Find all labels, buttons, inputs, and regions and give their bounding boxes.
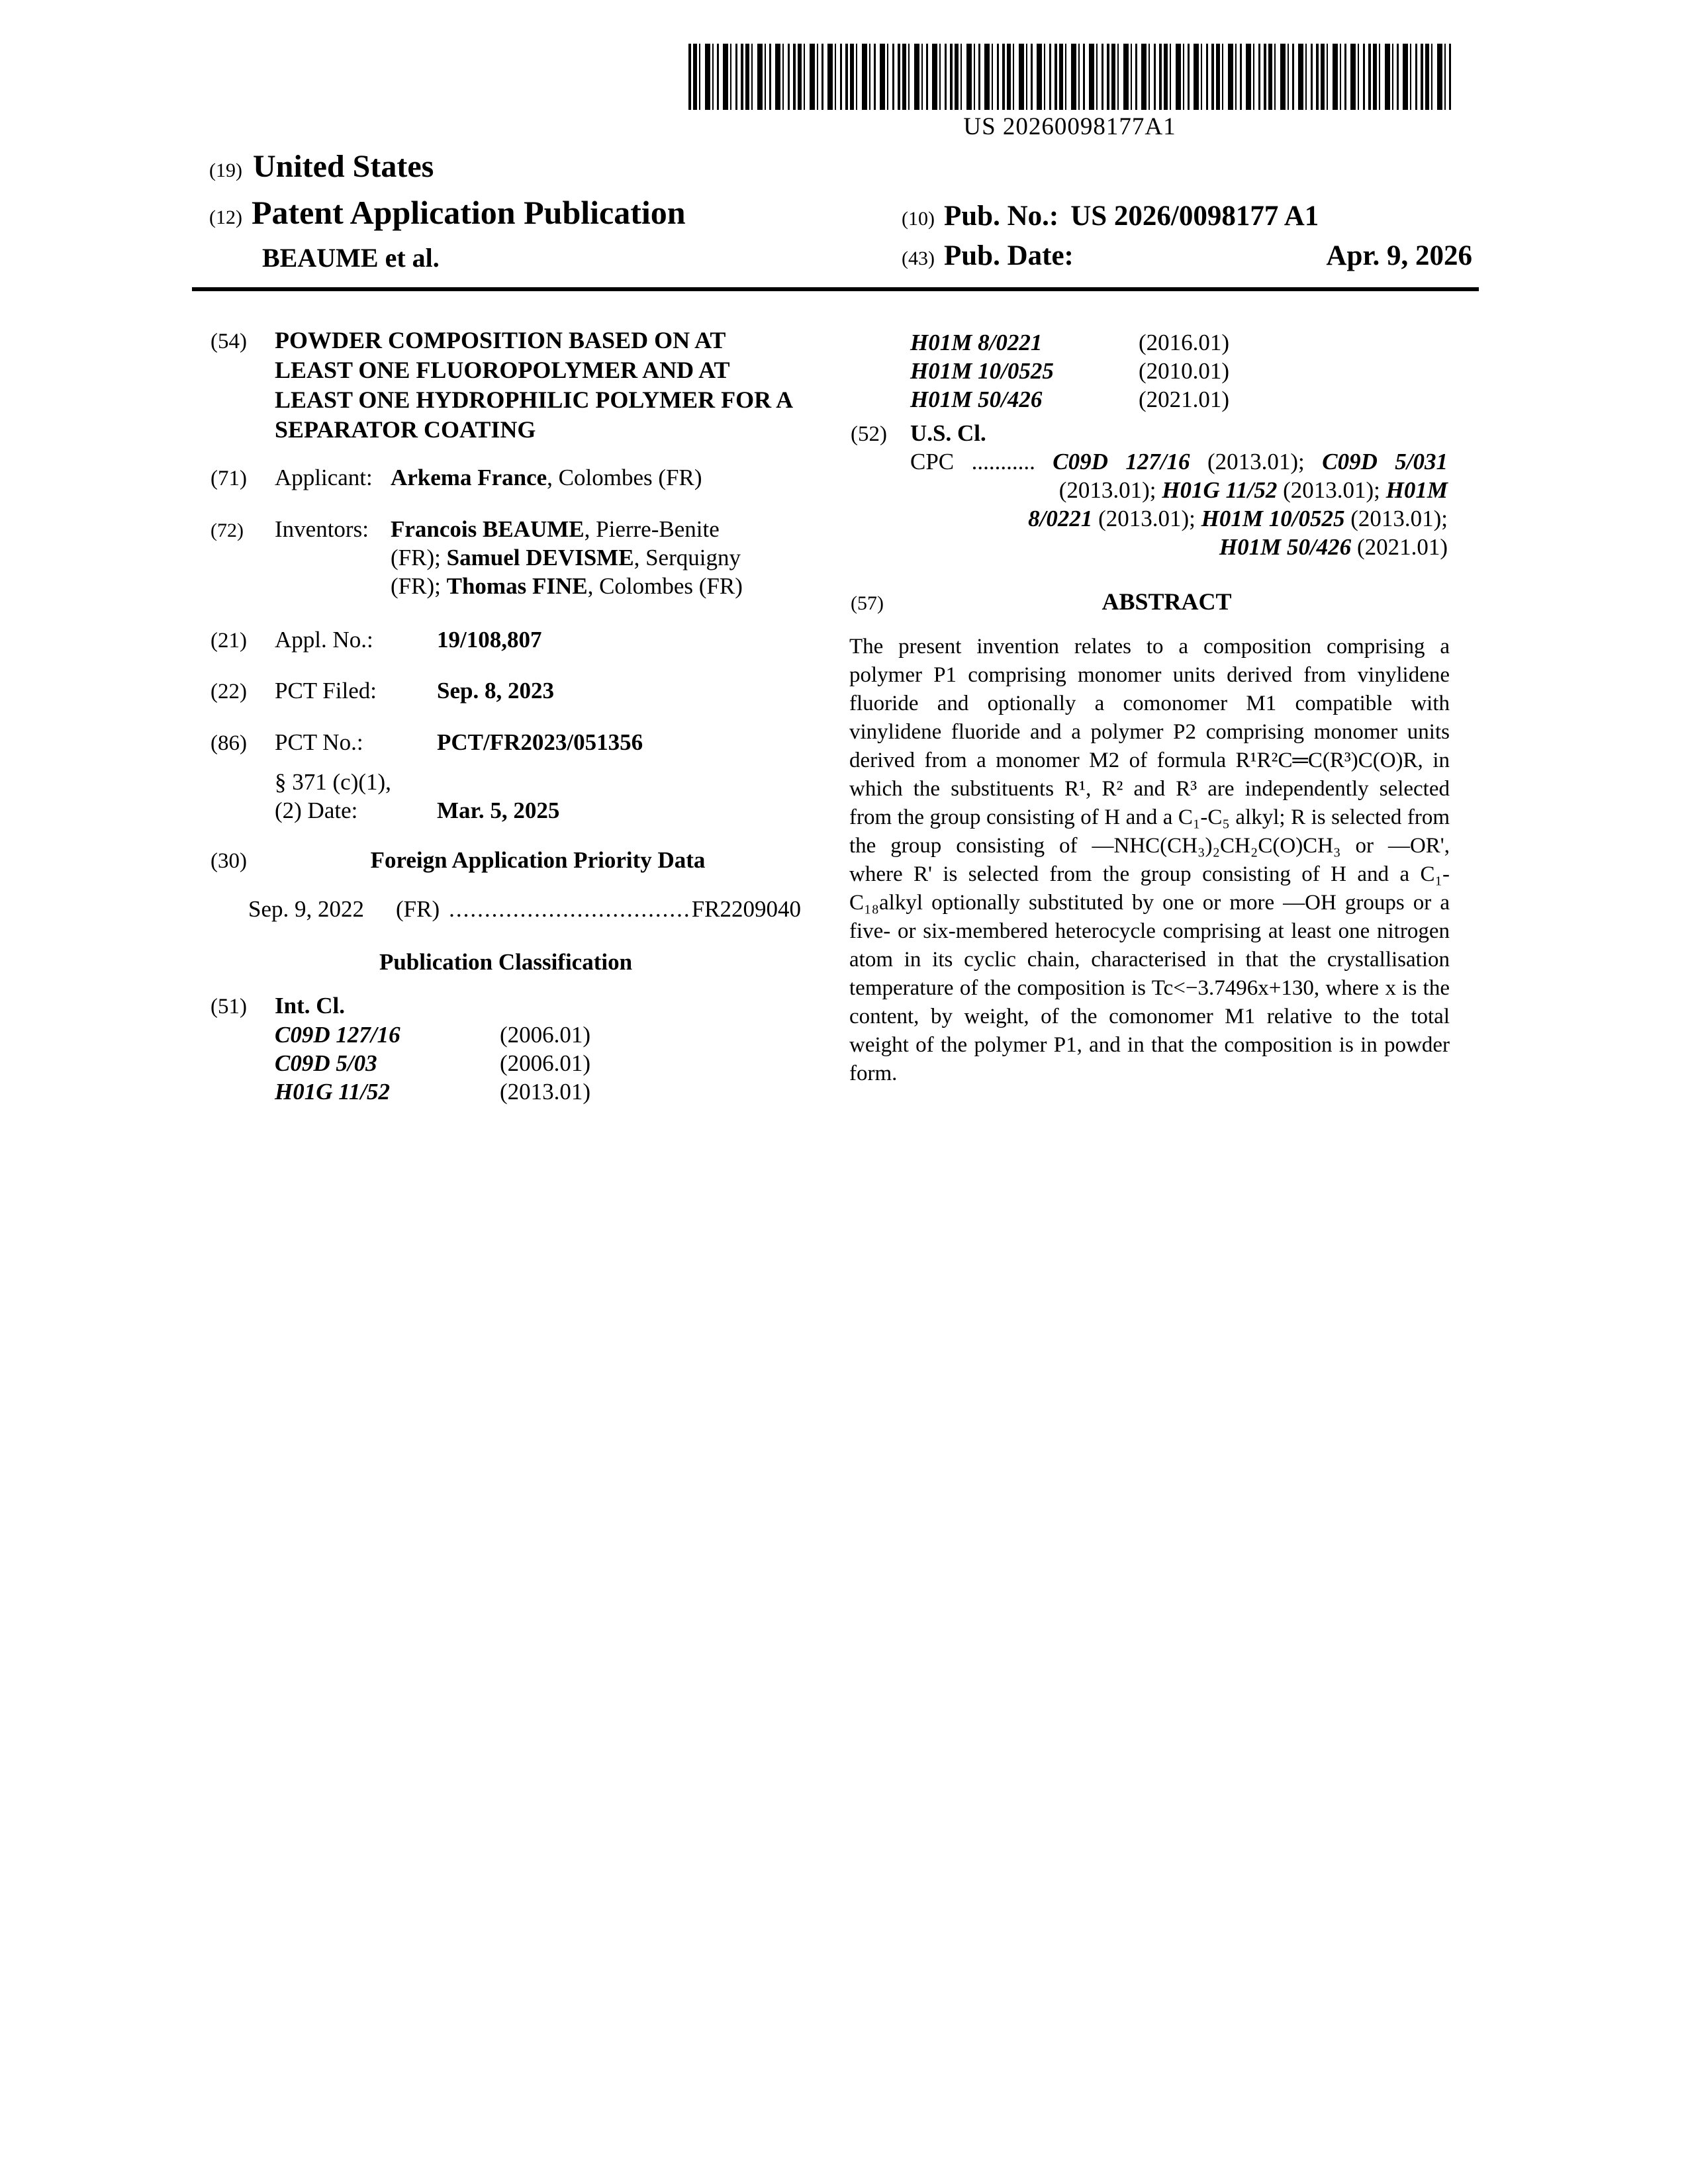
title-block xyxy=(211,326,806,445)
int-cl-year: (2021.01) xyxy=(1139,387,1230,412)
doc-type: Patent Application Publication xyxy=(251,194,686,231)
pct-filed-block xyxy=(211,676,806,706)
int-cl-row xyxy=(275,1021,804,1049)
cpc-line: (2013.01); H01G 11/52 (2013.01); H01M xyxy=(1058,477,1448,503)
appl-no-label: Appl. No.: xyxy=(275,627,373,653)
barcode-number: US 20260098177A1 xyxy=(963,113,1176,140)
int-cl-row xyxy=(910,328,1450,357)
int-cl-table-right xyxy=(910,328,1450,414)
priority-number: FR2209040 xyxy=(691,896,801,922)
invention-title: POWDER COMPOSITION BASED ON AT LEAST ONE FLUOROPOLYMER AND AT LEAST ONE HYDROPHILIC POLYMER FOR A SEPARATOR COATING xyxy=(275,327,792,443)
int-cl-row xyxy=(275,1077,804,1106)
pub-date-value: Apr. 9, 2026 xyxy=(1326,240,1472,271)
pct-filed-line xyxy=(275,676,806,705)
int-cl-row xyxy=(910,385,1450,414)
field-code-22: (22) xyxy=(211,680,247,704)
int-cl-row xyxy=(275,1049,804,1077)
header-divider xyxy=(192,287,1479,291)
int-cl-block xyxy=(211,991,806,1021)
pct-no-value: PCT/FR2023/051356 xyxy=(437,729,643,755)
field-code-19: (19) xyxy=(209,159,242,181)
field-code-30: (30) xyxy=(211,849,247,873)
field-code-43: (43) xyxy=(902,248,935,269)
pct-no-line xyxy=(275,728,806,756)
priority-date: Sep. 9, 2022 xyxy=(248,896,364,922)
field-code-71: (71) xyxy=(211,467,247,490)
abstract-heading-row xyxy=(851,588,1450,617)
appl-no-block xyxy=(211,625,806,655)
int-cl-table-left xyxy=(275,1021,804,1106)
field-code-86: (86) xyxy=(211,731,247,755)
field-code-52: (52) xyxy=(851,422,887,446)
section-371-date-label: (2) Date: xyxy=(275,797,358,823)
abstract-text: The present invention relates to a composition comprising a polymer P1 comprising monomer units derived from vinylidene fluoride and optionally a comonomer M1 compatible with vinylidene fluoride and a polymer P2 comprising monomer units derived from a monomer M2 of formula R¹R²C═C(R³)C(O)R, in which the substituents R¹, R² and R³ are independently selected from the group consisting of H and a C₁-C₅ alkyl; R is selected from the group consisting of —NHC(CH₃)₂CH₂C(O)CH₃ or —OR', where R' is selected from the group consisting of H and a C₁-C₁₈alkyl optionally substituted by one or more —OH groups or a five- or six-membered heterocycle comprising at least one nitrogen atom in its cyclic chain, characterised in that the crystallisation temperature of the composition is Tc<−3.7496x+130, where x is the content, by weight, of the comonomer M1 relative to the total weight of the polymer P1, and in that the composition is in powder form. xyxy=(849,635,1450,1085)
inventors-label: Inventors: xyxy=(275,516,369,542)
priority-data-row xyxy=(248,895,801,923)
inventor-line: (FR); Thomas FINE, Colombes (FR) xyxy=(391,573,743,599)
field-code-72: (72) xyxy=(211,520,244,541)
barcode-block xyxy=(688,44,1451,141)
applicant-line xyxy=(275,463,806,492)
field-code-12: (12) xyxy=(209,206,242,228)
applicant-label: Applicant: xyxy=(275,465,373,490)
inventors-list xyxy=(391,515,806,600)
applicant-value: Arkema France, Colombes (FR) xyxy=(391,465,702,490)
authors: BEAUME et al. xyxy=(262,243,440,273)
cpc-line: H01M 50/426 (2021.01) xyxy=(1219,534,1448,560)
int-cl-year: (2013.01) xyxy=(500,1079,591,1105)
int-cl-year: (2006.01) xyxy=(500,1022,591,1048)
appl-no-value: 19/108,807 xyxy=(437,627,542,653)
int-cl-row xyxy=(910,357,1450,385)
int-cl-label: Int. Cl. xyxy=(275,993,345,1019)
section-371-date-line xyxy=(275,796,806,825)
int-cl-code: H01M 10/0525 xyxy=(910,358,1054,384)
pct-no-label: PCT No.: xyxy=(275,729,363,755)
int-cl-code: H01G 11/52 xyxy=(275,1079,391,1105)
cpc-line: CPC ........... C09D 127/16 (2013.01); C09D 5/031 xyxy=(910,449,1448,475)
cpc-classification xyxy=(910,447,1448,561)
int-cl-code: C09D 127/16 xyxy=(275,1022,400,1048)
field-code-21: (21) xyxy=(211,629,247,653)
field-code-54: (54) xyxy=(211,330,247,353)
section-371-date-value: Mar. 5, 2025 xyxy=(437,797,560,823)
pub-date-row xyxy=(902,240,1472,272)
inventor-line: (FR); Samuel DEVISME, Serquigny xyxy=(391,545,741,570)
barcode xyxy=(688,44,1451,110)
inventor-line: Francois BEAUME, Pierre-Benite xyxy=(391,516,720,542)
field-code-57: (57) xyxy=(851,592,884,614)
int-cl-code: H01M 8/0221 xyxy=(910,330,1043,355)
dot-leader: .................................. xyxy=(449,896,691,922)
foreign-priority-block xyxy=(211,846,801,876)
pct-filed-label: PCT Filed: xyxy=(275,678,377,704)
pub-no-label: Pub. No.: xyxy=(943,201,1059,232)
field-code-10: (10) xyxy=(902,208,935,230)
pub-date-label: Pub. Date: xyxy=(943,240,1074,271)
pct-filed-value: Sep. 8, 2023 xyxy=(437,678,554,704)
header-country xyxy=(209,148,434,185)
section-371: § 371 (c)(1), xyxy=(275,769,391,795)
applicant-block xyxy=(211,463,806,493)
cpc-line: 8/0221 (2013.01); H01M 10/0525 (2013.01); xyxy=(1028,506,1448,531)
pub-no-value: US 2026/0098177 A1 xyxy=(1070,201,1319,232)
int-cl-code: H01M 50/426 xyxy=(910,387,1043,412)
us-cl-label: U.S. Cl. xyxy=(910,420,986,446)
priority-country: (FR) xyxy=(396,896,440,922)
foreign-priority-heading: Foreign Application Priority Data xyxy=(370,847,706,873)
header-doc-type xyxy=(209,193,686,232)
us-cl-block xyxy=(851,419,1450,449)
abstract-heading: ABSTRACT xyxy=(1102,588,1232,615)
pub-no-row xyxy=(902,200,1472,232)
publication-classification-heading: Publication Classification xyxy=(379,949,633,975)
int-cl-year: (2006.01) xyxy=(500,1050,591,1076)
int-cl-code: C09D 5/03 xyxy=(275,1050,377,1076)
int-cl-year: (2010.01) xyxy=(1139,358,1230,384)
field-code-51: (51) xyxy=(211,995,247,1019)
inventors-block xyxy=(211,515,806,600)
country-name: United States xyxy=(252,149,434,184)
appl-no-line xyxy=(275,625,806,654)
int-cl-year: (2016.01) xyxy=(1139,330,1230,355)
pct-no-block xyxy=(211,728,806,825)
